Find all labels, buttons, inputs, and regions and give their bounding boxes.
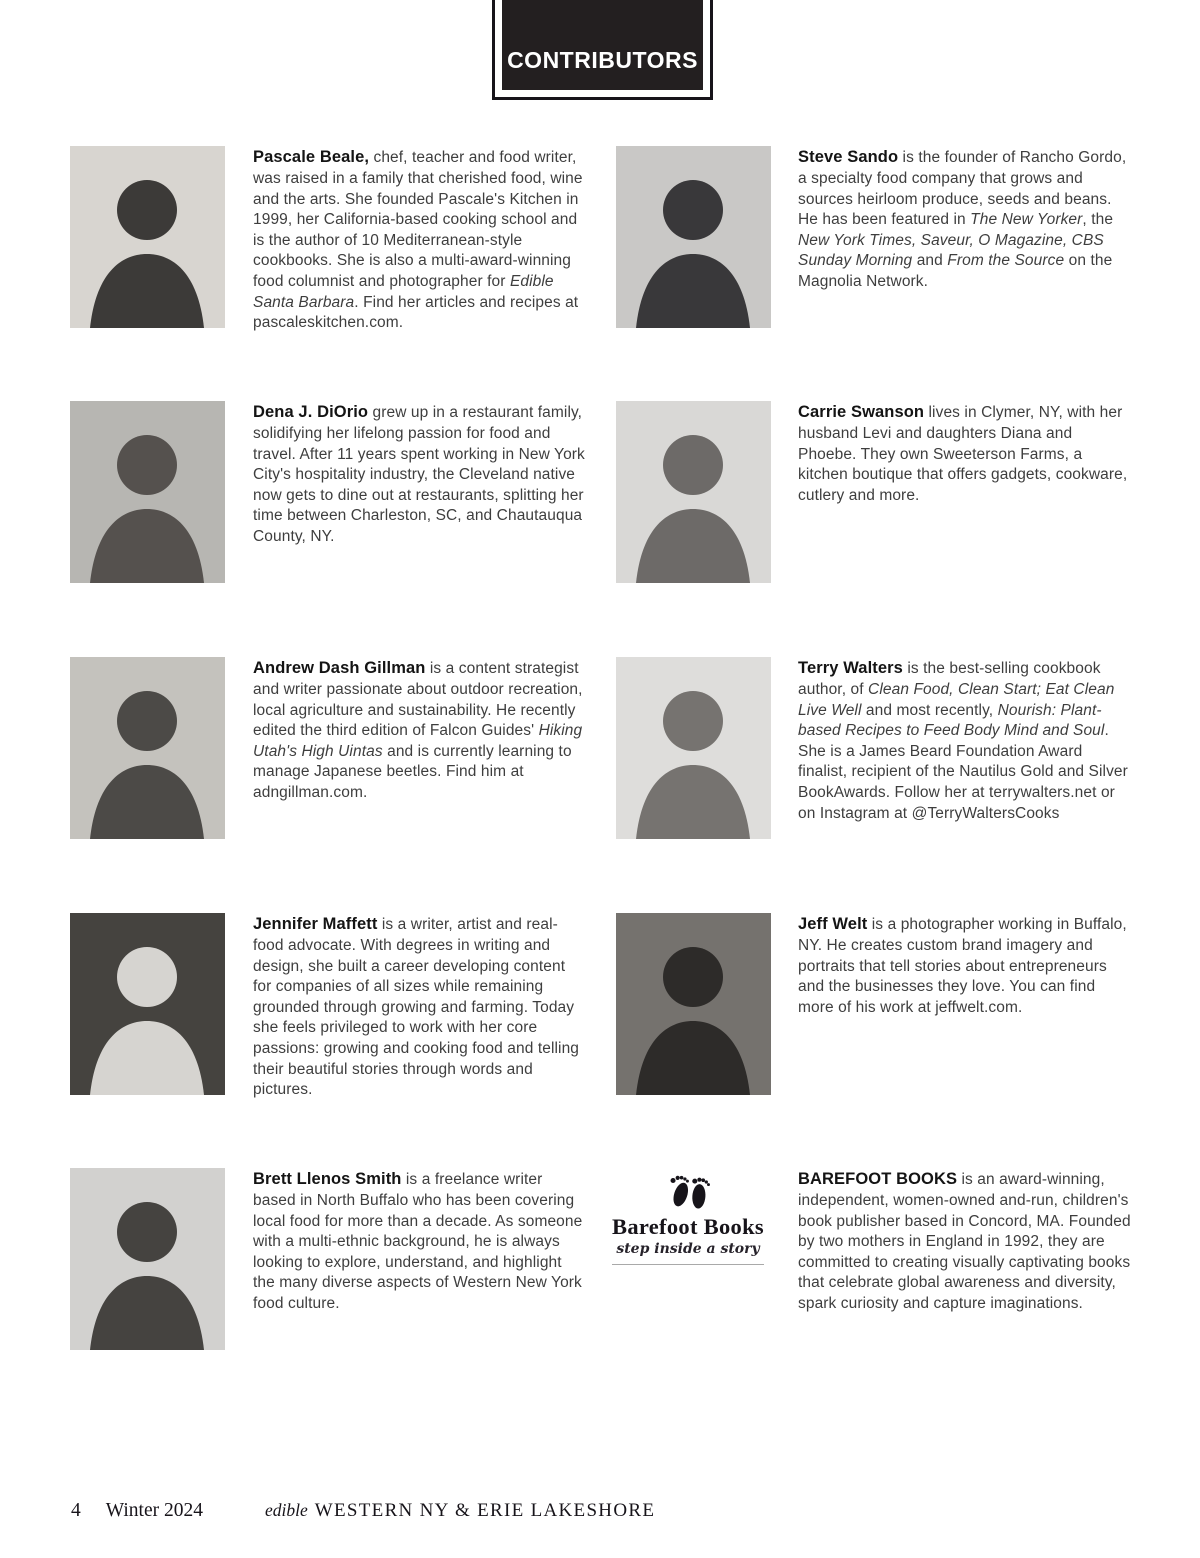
portrait-placeholder-icon bbox=[70, 401, 225, 583]
jennifer-maffett-bio bbox=[253, 914, 586, 1101]
portrait-placeholder-icon bbox=[70, 146, 225, 328]
andrew-gillman-photo bbox=[70, 657, 225, 839]
terry-walters-photo bbox=[616, 657, 771, 839]
steve-sando-bio bbox=[798, 147, 1131, 293]
terry-walters-bio-text: is the best-selling cookbook author, of bbox=[798, 660, 1101, 698]
jennifer-maffett-name: Jennifer Maffett bbox=[253, 915, 378, 933]
barefoot-books-logo bbox=[612, 1168, 764, 1265]
jennifer-maffett-bio-text: is a writer, artist and real-food advocate. With degrees in writing and design, she built a career developing content for companies of all sizes while remaining grounded through growing and farming. Today she feels privileged to work with her core passions: growing and cooking food and telling their beautiful stories through words and pictures. bbox=[253, 916, 580, 1099]
steve-sando-name: Steve Sando bbox=[798, 148, 899, 166]
dena-diorio-photo bbox=[70, 401, 225, 583]
steve-sando-bio-text: is the founder of Rancho Gordo, a specialty food company that grows and sources heirloom produce, seeds and beans. He has been featured in bbox=[798, 149, 1127, 229]
page-footer bbox=[71, 1500, 655, 1522]
steve-sando-bio-title: The New Yorker bbox=[970, 211, 1083, 229]
jeff-welt-bio bbox=[798, 914, 1131, 1018]
pascale-beale-bio-text: . Find her articles and recipes at pascaleskitchen.com. bbox=[253, 293, 579, 332]
brett-smith-bio-text: is a freelance writer based in North Buffalo who has been covering local food for more than a decade. As someone with a multi-ethnic background, he is always looking to explore, understand, and highlight the many diverse aspects of Western New York food culture. bbox=[253, 1171, 583, 1312]
contributors-header-fill bbox=[502, 0, 703, 90]
jeff-welt-name: Jeff Welt bbox=[798, 915, 868, 933]
brett-smith-bio bbox=[253, 1169, 586, 1315]
andrew-gillman-bio-title: Hiking Utah's High Uintas bbox=[253, 722, 583, 760]
magazine-brand-italic: edible bbox=[264, 1500, 308, 1520]
portrait-placeholder-icon bbox=[616, 146, 771, 328]
steve-sando-bio-title: From the Source bbox=[947, 252, 1065, 270]
portrait-placeholder-icon bbox=[616, 913, 771, 1095]
terry-walters-bio-text: . She is a James Beard Foundation Award finalist, recipient of the Nautilus Gold and Silver BookAwards. Follow her at terrywalters.net or on Instagram at @TerryWaltersCooks bbox=[798, 722, 1128, 822]
pascale-beale-photo bbox=[70, 146, 225, 328]
dena-diorio-bio bbox=[253, 402, 586, 548]
carrie-swanson-bio-text: lives in Clymer, NY, with her husband Levi and daughters Diana and Phoebe. They own Sweeterson Farms, a kitchen boutique that offers gadgets, cookware, cutlery and more. bbox=[798, 404, 1128, 504]
steve-sando-bio-text: , the bbox=[1082, 211, 1114, 229]
pascale-beale-bio-title: Edible Santa Barbara bbox=[253, 272, 554, 311]
terry-walters-bio-text: and most recently, bbox=[861, 701, 998, 719]
barefoot-books-name: BAREFOOT BOOKS bbox=[798, 1170, 958, 1188]
barefoot-books-bio-text: is an award-winning, independent, women-owned and-run, children's book publisher based in Concord, MA. Founded by two mothers in England in 1992, they are committed to creating visually captivating books that celebrate global awareness and diversity, spark curiosity and capture imaginations. bbox=[798, 1171, 1131, 1312]
steve-sando-photo bbox=[616, 146, 771, 328]
footprints-icon bbox=[659, 1168, 717, 1212]
barefoot-books-wordmark: Barefoot Books bbox=[612, 1214, 764, 1239]
steve-sando-bio-text: on the Magnolia Network. bbox=[798, 252, 1113, 290]
terry-walters-bio-title: Nourish: Plant-based Recipes to Feed Body Mind and Soul bbox=[798, 701, 1105, 740]
pascale-beale-name: Pascale Beale, bbox=[253, 148, 370, 166]
brett-smith-photo bbox=[70, 1168, 225, 1350]
steve-sando-bio-title: New York Times, Saveur, O Magazine, CBS Sunday Morning bbox=[798, 231, 1104, 270]
andrew-gillman-name: Andrew Dash Gillman bbox=[253, 659, 426, 677]
pascale-beale-bio-text: chef, teacher and food writer, was raised in a family that cherished food, wine and the arts. She founded Pascale's Kitchen in 1999, her California-based cooking school and is the author of 10 Mediterranean-style cookbooks. She is also a multi-award-winning food columnist and photographer for bbox=[253, 149, 583, 290]
page-number: 4 bbox=[71, 1500, 81, 1521]
portrait-placeholder-icon bbox=[616, 401, 771, 583]
carrie-swanson-name: Carrie Swanson bbox=[798, 403, 925, 421]
portrait-placeholder-icon bbox=[70, 657, 225, 839]
carrie-swanson-photo bbox=[616, 401, 771, 583]
andrew-gillman-bio-text: is a content strategist and writer passionate about outdoor recreation, local agriculture and sustainability. He recently edited the third edition of Falcon Guides' bbox=[253, 660, 583, 740]
issue-label: Winter 2024 bbox=[105, 1500, 203, 1521]
brett-smith-name: Brett Llenos Smith bbox=[253, 1170, 402, 1188]
magazine-brand-caps: WESTERN NY & ERIE LAKESHORE bbox=[314, 1500, 656, 1521]
carrie-swanson-bio bbox=[798, 402, 1131, 506]
portrait-placeholder-icon bbox=[70, 1168, 225, 1350]
barefoot-books-underline bbox=[612, 1264, 764, 1265]
andrew-gillman-bio-text: and is currently learning to manage Japanese beetles. Find him at adngillman.com. bbox=[253, 742, 572, 801]
contributors-header-box bbox=[492, 0, 713, 100]
andrew-gillman-bio bbox=[253, 658, 586, 804]
jennifer-maffett-photo bbox=[70, 913, 225, 1095]
portrait-placeholder-icon bbox=[616, 657, 771, 839]
jeff-welt-bio-text: is a photographer working in Buffalo, NY. He creates custom brand imagery and portraits that tell stories about entrepreneurs and the businesses they love. You can find more of his work at jeffwelt.com. bbox=[798, 916, 1127, 1016]
steve-sando-bio-text: and bbox=[912, 252, 948, 270]
portrait-placeholder-icon bbox=[70, 913, 225, 1095]
pascale-beale-bio bbox=[253, 147, 586, 334]
dena-diorio-bio-text: grew up in a restaurant family, solidifying her lifelong passion for food and travel. After 11 years spent working in New York City's hospitality industry, the Cleveland native now gets to dine out at restaurants, splitting her time between Charleston, SC, and Chautauqua County, NY. bbox=[253, 404, 585, 545]
terry-walters-bio bbox=[798, 658, 1131, 824]
terry-walters-bio-title: Clean Food, Clean Start; Eat Clean Live Well bbox=[798, 680, 1115, 719]
page-title: CONTRIBUTORS bbox=[507, 47, 698, 73]
barefoot-books-tagline: step inside a story bbox=[616, 1241, 760, 1257]
jeff-welt-photo bbox=[616, 913, 771, 1095]
dena-diorio-name: Dena J. DiOrio bbox=[253, 403, 369, 421]
terry-walters-name: Terry Walters bbox=[798, 659, 903, 677]
barefoot-books-bio bbox=[798, 1169, 1131, 1315]
